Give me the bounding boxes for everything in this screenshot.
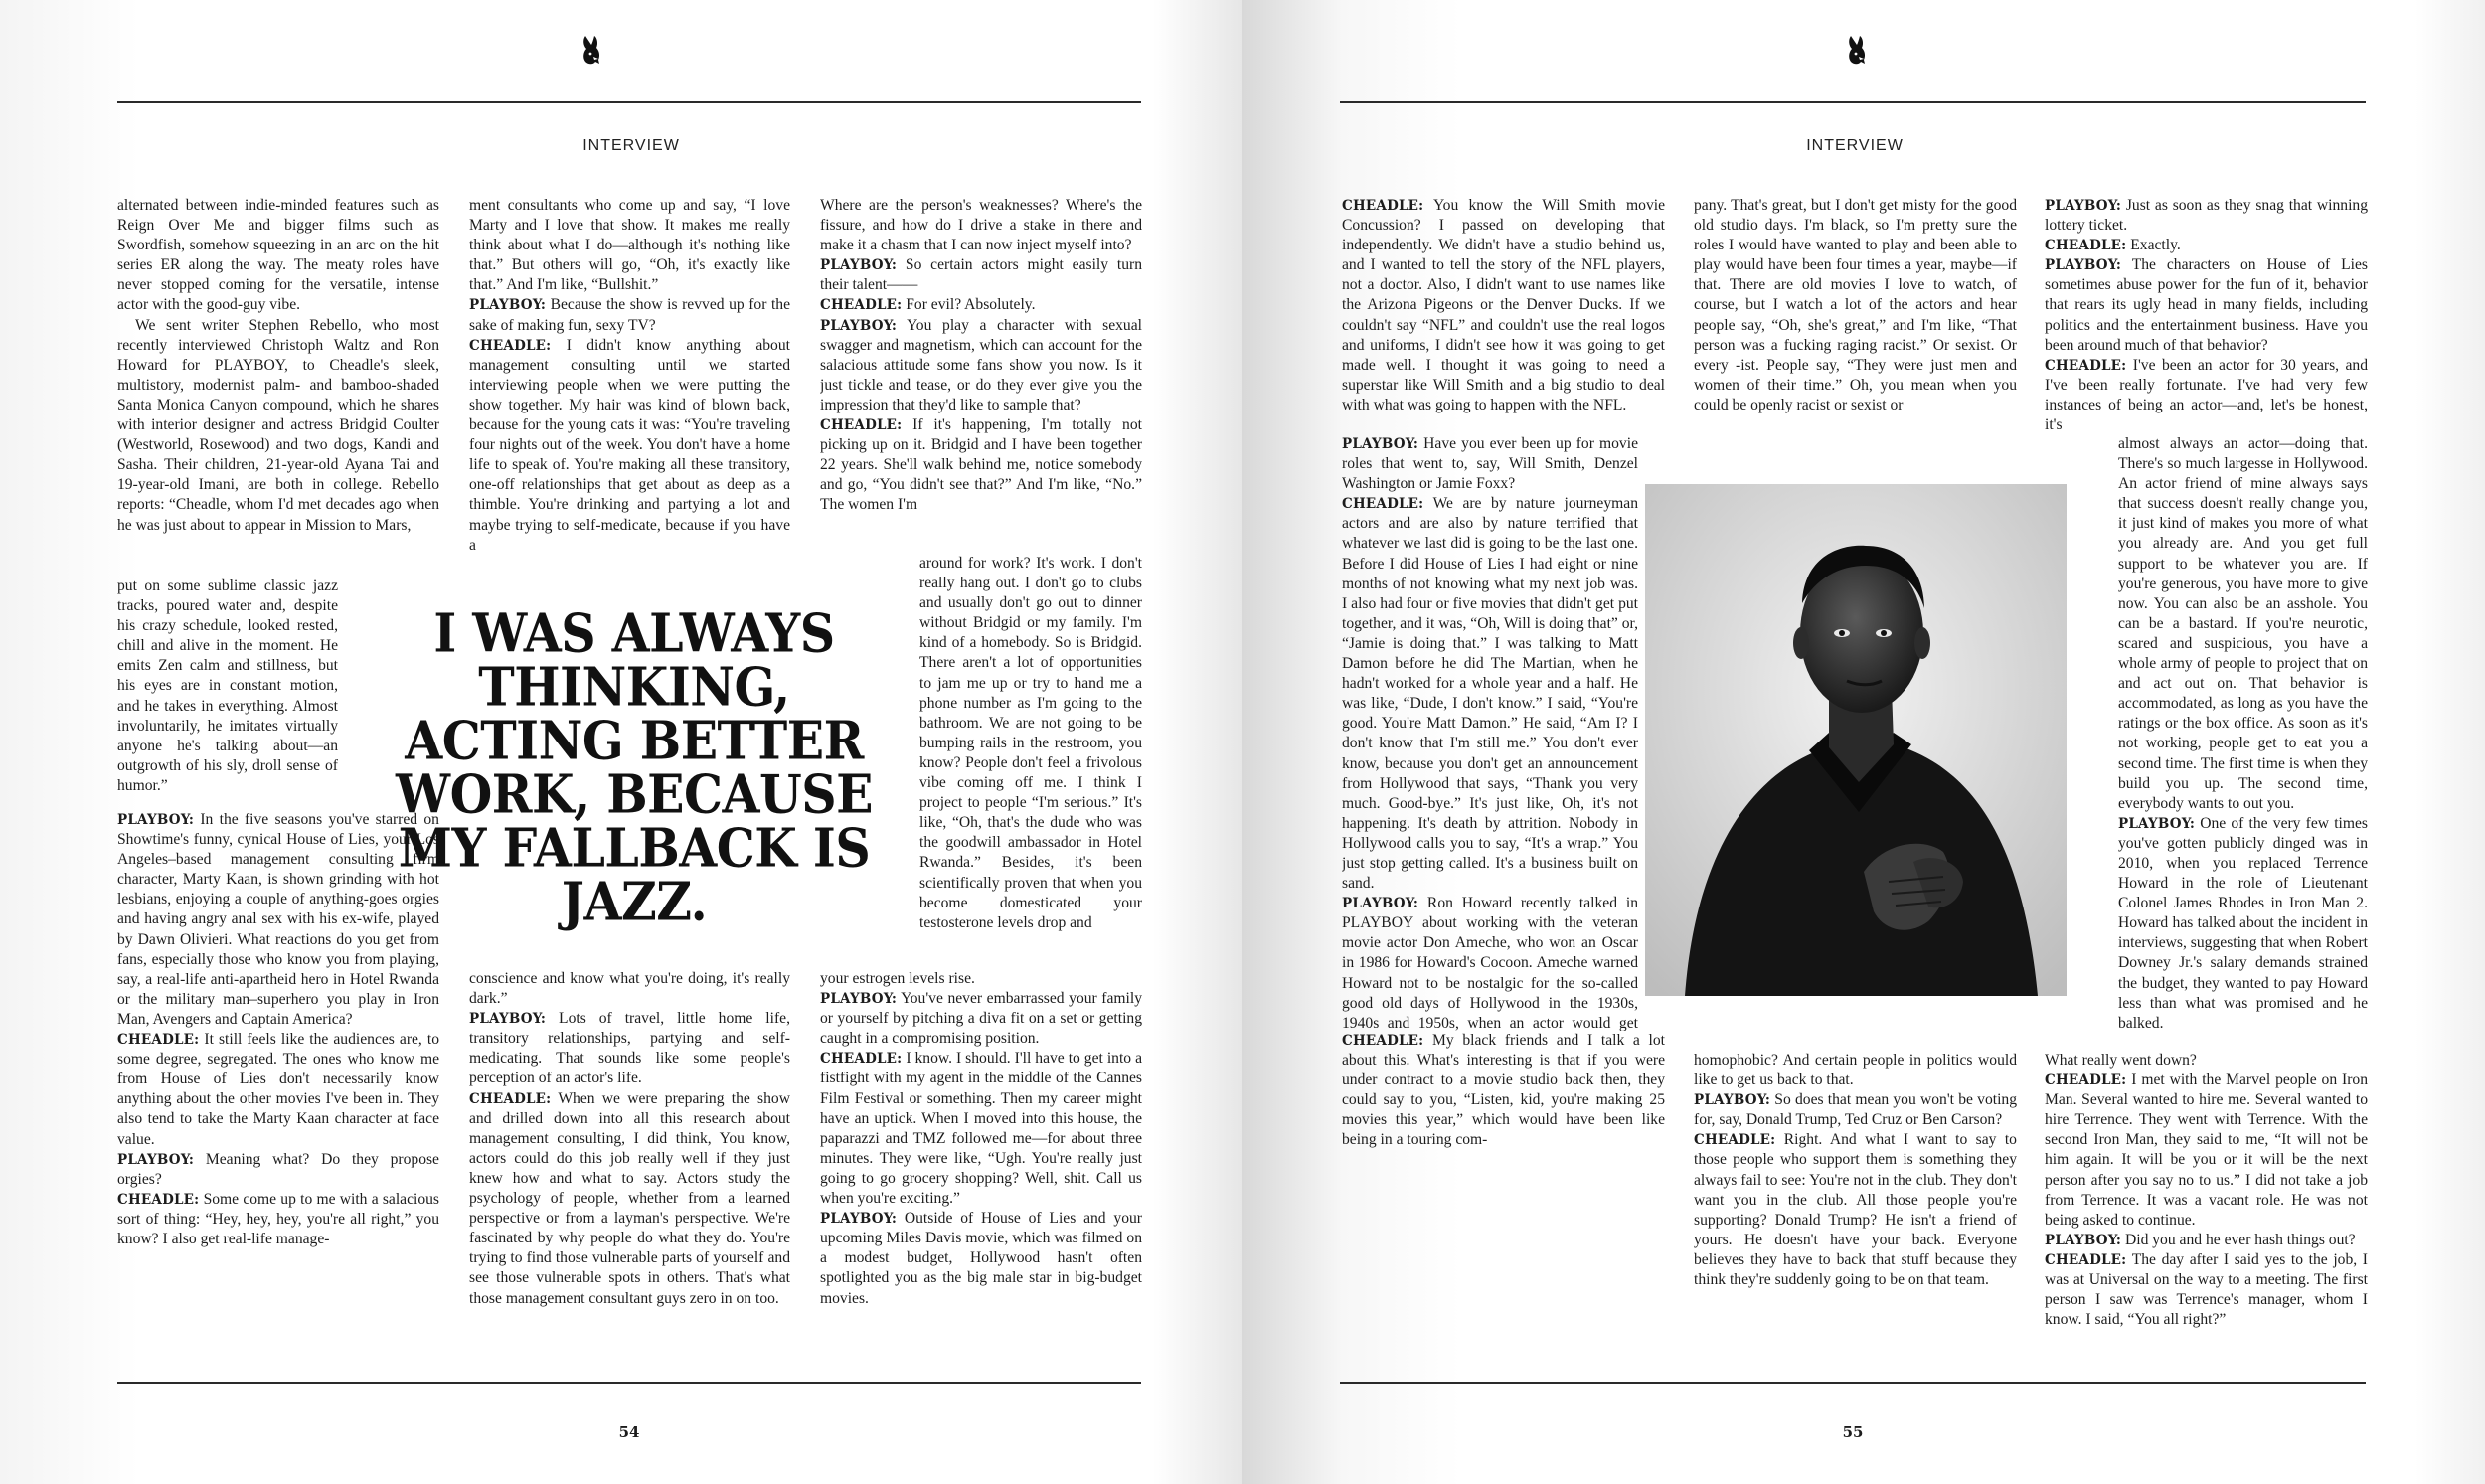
rabbit-head-logo-icon [577,34,606,68]
section-label: INTERVIEW [582,137,680,154]
interview-exchange: CHEADLE: Right. And what I want to say to those people who support them is something they always fail to see: You're not in the club. They don't want you in the club. All those people you're supporting? Donald Trump? He isn't a friend of yours. He doesn't have your back. Everyone believes they have to back that stuff because they think they're suddenly going to be on that team. [1694,1131,2017,1289]
paragraph: Where are the person's weaknesses? Where's the fissure, and how do I drive a stake in there and make it a chasm that I can now inject myself into? [820,197,1142,254]
interview-exchange: CHEADLE: I know. I should. I'll have to get into a fistfight with my agent in the middle of the Cannes Film Festival or something. Then my career might have an uptick. When I moved into this house, the paparazzi and TMZ followed me—for about three minutes. They were like, “Ugh. You're really just going to go grocery shopping? Well, shit. Call us when you're exciting.” [820,1050,1142,1208]
interview-exchange: PLAYBOY: Ron Howard recently talked in PLAYBOY about working with the veteran movie actor Don Ameche, who won an Oscar in 1986 for Howard's Cocoon. Ameche warned Howard not to be nostalgic for the so-called good old days of Hollywood in the 1930s, 1940s and 1950s, when an actor would get [1342,895,1638,1031]
left-page [0,0,1242,1484]
interview-exchange: PLAYBOY: Outside of House of Lies and your upcoming Miles Davis movie, which was filmed on a modest budget, Hollywood hasn't often spotlighted you as the big male star in big-budget movies. [820,1210,1142,1307]
interview-exchange: PLAYBOY: So does that mean you won't be voting for, say, Donald Trump, Ted Cruz or Ben Carson? [1694,1091,2017,1129]
top-rule [117,101,1141,103]
interview-exchange: CHEADLE: I've been an actor for 30 years, and I've been really fortunate. I've had very few instances of being an actor—and, let's be honest, it's [2045,356,2368,434]
interview-exchange: CHEADLE: It still feels like the audiences are, to some degree, segregated. The ones who know me from House of Lies don't necessarily know anything about the other movies I've been in. They also tend to take the Marty Kaan character at face value. [117,1031,439,1148]
interview-exchange: CHEADLE: For evil? Absolutely. [820,296,1036,314]
paragraph: almost always an actor—doing that. There's so much largesse in Hollywood. An actor friend of mine always says that success doesn't really change you, it just kind of makes you more of what you already are. And you get full support to be whatever you are. If you're generous, you have more to give now. You can also be an asshole. You can be a bastard. If you're neurotic, scared and suspicious, you have a whole army of people to project that on and act out on. That behavior is accommodated, as long as you have the ratings or the box office. As soon as it's not working, people get to eat you a second time. The first time is when they build you up. The second time, everybody wants to out you. [2118,435,2368,812]
paragraph: your estrogen levels rise. [820,970,975,987]
interview-exchange: PLAYBOY: Just as soon as they snag that winning lottery ticket. [2045,197,2368,235]
paragraph: around for work? It's work. I don't really hang out. I don't go to clubs and usually don't go out to dinner without Bridgid or my family. I'm kind of a homebody. So is Bridgid. There aren't a lot of opportunities to jam me up or try to hand me a phone number as I'm going to the bathroom. We are not going to be bumping rails in the restroom, you know? People don't feel a frivolous vibe coming off me. I think I project to people “I'm serious.” It's like, “Oh, that's the dude who was the goodwill ambassador in Hotel Rwanda.” Besides, it's been scientifically proven that when you become domesticated your testosterone levels drop and [919,555,1142,931]
left-col2-top [469,196,790,559]
interview-exchange: CHEADLE: Exactly. [2045,237,2181,254]
right-col1-wrap [1342,434,1638,1031]
bottom-rule [117,1382,1141,1384]
paragraph: homophobic? And certain people in politics would like to get us back to that. [1694,1052,2017,1089]
interview-exchange: CHEADLE: When we were preparing the show and drilled down into all this research about management consulting, I did think, You know, actors could do this job really well if they just knew how and what to say. Actors study the psychology of people, whether from a learned perspective or from a layman's perspective. We're fascinated by why people do what they do. You're trying to find those vulnerable parts of yourself and see those vulnerable spots in others. That's what those management consultant guys zero in on too. [469,1089,790,1307]
right-col3-bottom [2045,1051,2368,1347]
interview-exchange: CHEADLE: My black friends and I talk a lot about this. What's interesting is that if you were under contract to a movie studio back then, they could say to you, “Listen, kid, you're making 25 movies this year,” which would have been like being in a touring com- [1342,1032,1665,1149]
right-col2-bottom [1694,1051,2017,1347]
right-col1-top [1342,196,1665,434]
right-col2-top [1694,196,2017,454]
interview-exchange: CHEADLE: I didn't know anything about management consulting until we started interviewing people when we were putting the show together. My hair was kind of blown back, because for the young cats it was: “You're traveling four nights out of the week. You don't have a home life to speak of. You're making all these transitory, one-off relationships that get about as deep as a thimble. You're drinking and partying a lot and maybe trying to self-medicate, because if you have a [469,336,790,554]
interview-exchange: PLAYBOY: Lots of travel, little home life, transitory relationships, partying and self-medicating. That sounds like some people's perception of an actor's life. [469,1010,790,1087]
interview-exchange: PLAYBOY: You've never embarrassed your family or yourself by pitching a diva fit on a set or getting caught in a compromising position. [820,990,1142,1048]
left-col2-bottom [469,969,790,1347]
left-col3-bottom [820,969,1142,1347]
page-number: 54 [618,1423,640,1441]
interview-exchange: CHEADLE: I met with the Marvel people on Iron Man. Several wanted to hire me. Several wanted to hire Terrence. They went with Terrence. With the second Iron Man, they said to me, “It will not be him again. It will be you or it will be the next person after you say no to us.” I did not take a job from Terrence. It was a vacant role. He was not being asked to continue. [2045,1072,2368,1229]
paragraph: We sent writer Stephen Rebello, who most recently interviewed Christoph Waltz and Ron Howard for PLAYBOY, to Cheadle's sleek, multistory, modernist palm- and bamboo-shaded Santa Monica Canyon compound, which he shares with interior designer and actress Bridgid Coulter (Westworld, Rosewood) and two dogs, Kandi and Sasha. Their children, 21-year-old Ayana Tai and 19-year-old Imani, are both in college. Rebello reports: “Cheadle, whom I'd met decades ago when he was just about to appear in Mission to Mars, [117,316,439,534]
interview-exchange: PLAYBOY: Have you ever been up for movie roles that went to, say, Will Smith, Denzel Washington or Jamie Foxx? [1342,435,1638,493]
paragraph: alternated between indie-minded features such as Reign Over Me and bigger films such as Swordfish, somehow squeezing in an arc on the hit series ER along the way. The meaty roles have never stopped coming for the versatile, intense actor with the good-guy vibe. [117,197,439,314]
left-col3-top [820,196,1142,569]
paragraph: pany. That's great, but I don't get misty for the good old studio days. I'm black, so I'm pretty sure the roles I would have wanted to play and been able to play would have been four times a year, maybe—if that. There are old movies I love to watch, of course, but I watch a lot of the actors and hear people say, “Oh, she's great,” and I'm like, “That person was a fucking raging racist.” Or sexist. Or every -ist. People say, “They were just men and women of their time.” Oh, you mean when you could be openly racist or sexist or [1694,197,2017,413]
left-col1-wrap [117,577,338,793]
right-col3-top [2045,196,2368,434]
portrait-photo [1645,484,2067,996]
pull-quote: I WAS ALWAYS THINKING, ACTING BETTER WORK, BECAUSE MY FALLBACK IS JAZZ. [396,601,873,933]
paragraph: ment consultants who come up and say, “I love Marty and I love that show. It makes me really think about what I do—although it's nothing like that.” But others will go, “Oh, it's exactly like that.” And I'm like, “Bullshit.” [469,197,790,294]
interview-exchange: PLAYBOY: The characters on House of Lies sometimes abuse power for the fun of it, behavior that rears its ugly head in many fields, including politics and the entertainment business. Have you been around much of that behavior? [2045,256,2368,354]
interview-exchange: PLAYBOY: Did you and he ever hash things out? [2045,1231,2356,1248]
interview-exchange: CHEADLE: We are by nature journeyman actors and are also by nature terrified that whatever we last did is going to be the last one. Before I did House of Lies I had eight or nine months of not knowing what my next job was. I also had four or five movies that didn't get put together, and it was, “Oh, Will is doing that” or, “Jamie is doing that.” I was talking to Matt Damon before he did The Martian, when he hadn't worked for a whole year and a half. He was like, “Dude, I don't know.” I said, “You're good. You're Matt Damon.” He said, “Am I? I don't know that I'm still me.” You don't ever know, because you don't get an announcement from Hollywood that says, “Thank you very much. Good-bye.” It's just like, Oh, it's not happening. It's death by attrition. Nobody in Hollywood calls you to say, “It's a wrap.” You just stop getting called. It's a business built on sand. [1342,495,1638,893]
paragraph: What really went down? [2045,1052,2197,1069]
interview-exchange: CHEADLE: Some come up to me with a salacious sort of thing: “Hey, hey, hey, you're all right,” you know? I also get real-life manage- [117,1190,439,1247]
interview-exchange: CHEADLE: If it's happening, I'm totally not picking up on it. Bridgid and I have been together 22 years. She'll walk behind me, notice somebody and go, “You didn't see that?” And I'm like, “No.” The women I'm [820,416,1142,514]
interview-exchange: PLAYBOY: Meaning what? Do they propose orgies? [117,1150,439,1188]
paragraph: put on some sublime classic jazz tracks, poured water and, despite his crazy schedule, looked rested, chill and alive in the moment. He emits Zen calm and stillness, but his eyes are in constant motion, and he takes in everything. Almost involuntarily, he imitates virtually anyone he's talking about—an outgrowth of his sly, droll sense of humor.” [117,577,338,793]
interview-exchange: PLAYBOY: So certain actors might easily turn their talent—— [820,256,1142,294]
interview-exchange: PLAYBOY: Because the show is revved up for the sake of making fun, sexy TV? [469,296,790,334]
bottom-rule [1340,1382,2366,1384]
paragraph: conscience and know what you're doing, it's really dark.” [469,970,790,1008]
page-number: 55 [1842,1423,1864,1441]
interview-exchange: PLAYBOY: You play a character with sexual swagger and magnetism, which can account for the salacious attitude some fans show you now. Is it just tickle and tease, or do they ever give you the impression that they'd like to sample that? [820,316,1142,413]
left-col1-top [117,196,439,580]
interview-exchange: PLAYBOY: In the five seasons you've starred on Showtime's funny, cynical House of Lies, your Los Angeles–based management consulting firm character, Marty Kaan, is shown grinding with hot lesbians, enjoying a couple of anything-goes orgies and having angry anal sex with his ex-wife, played by Dawn Olivieri. What reactions do you get from fans, especially those who know you from playing, say, a real-life anti-apartheid hero in Hotel Rwanda or the military man–superhero you play in Iron Man, Avengers and Captain America? [117,811,439,1028]
interview-exchange: CHEADLE: The day after I said yes to the job, I was at Universal on the way to a meeting. The first person I saw was Terrence's manager, whom I know. I said, “You all right?” [2045,1250,2368,1329]
right-col3-wrap [2118,434,2368,1051]
left-col3-wrap [919,554,1142,979]
interview-exchange: PLAYBOY: One of the very few times you've gotten publicly dinged was in 2010, when you replaced Terrence Howard in the role of Lieutenant Colonel James Rhodes in Iron Man 2. Howard has talked about the incident in interviews, suggesting that when Robert Downey Jr.'s salary demands strained the budget, they wanted to pay Howard less than what was promised and he balked. [2118,814,2368,1032]
top-rule [1340,101,2366,103]
right-col1-bottom [1342,1031,1665,1347]
interview-exchange: CHEADLE: You know the Will Smith movie Concussion? I passed on developing that independently. We didn't have a studio behind us, and I wanted to tell the story of the NFL players, not a doctor. Also, I didn't want to use names like the Arizona Pigeons or the Denver Ducks. If we couldn't say “NFL” and couldn't use the real logos and uniforms, I didn't see how it was going to get made well. I thought it was going to need a superstar like Will Smith and a big studio to deal with what was going to happen with the NFL. [1342,197,1665,413]
section-label: INTERVIEW [1806,137,1904,154]
rabbit-head-logo-icon [1842,34,1872,68]
